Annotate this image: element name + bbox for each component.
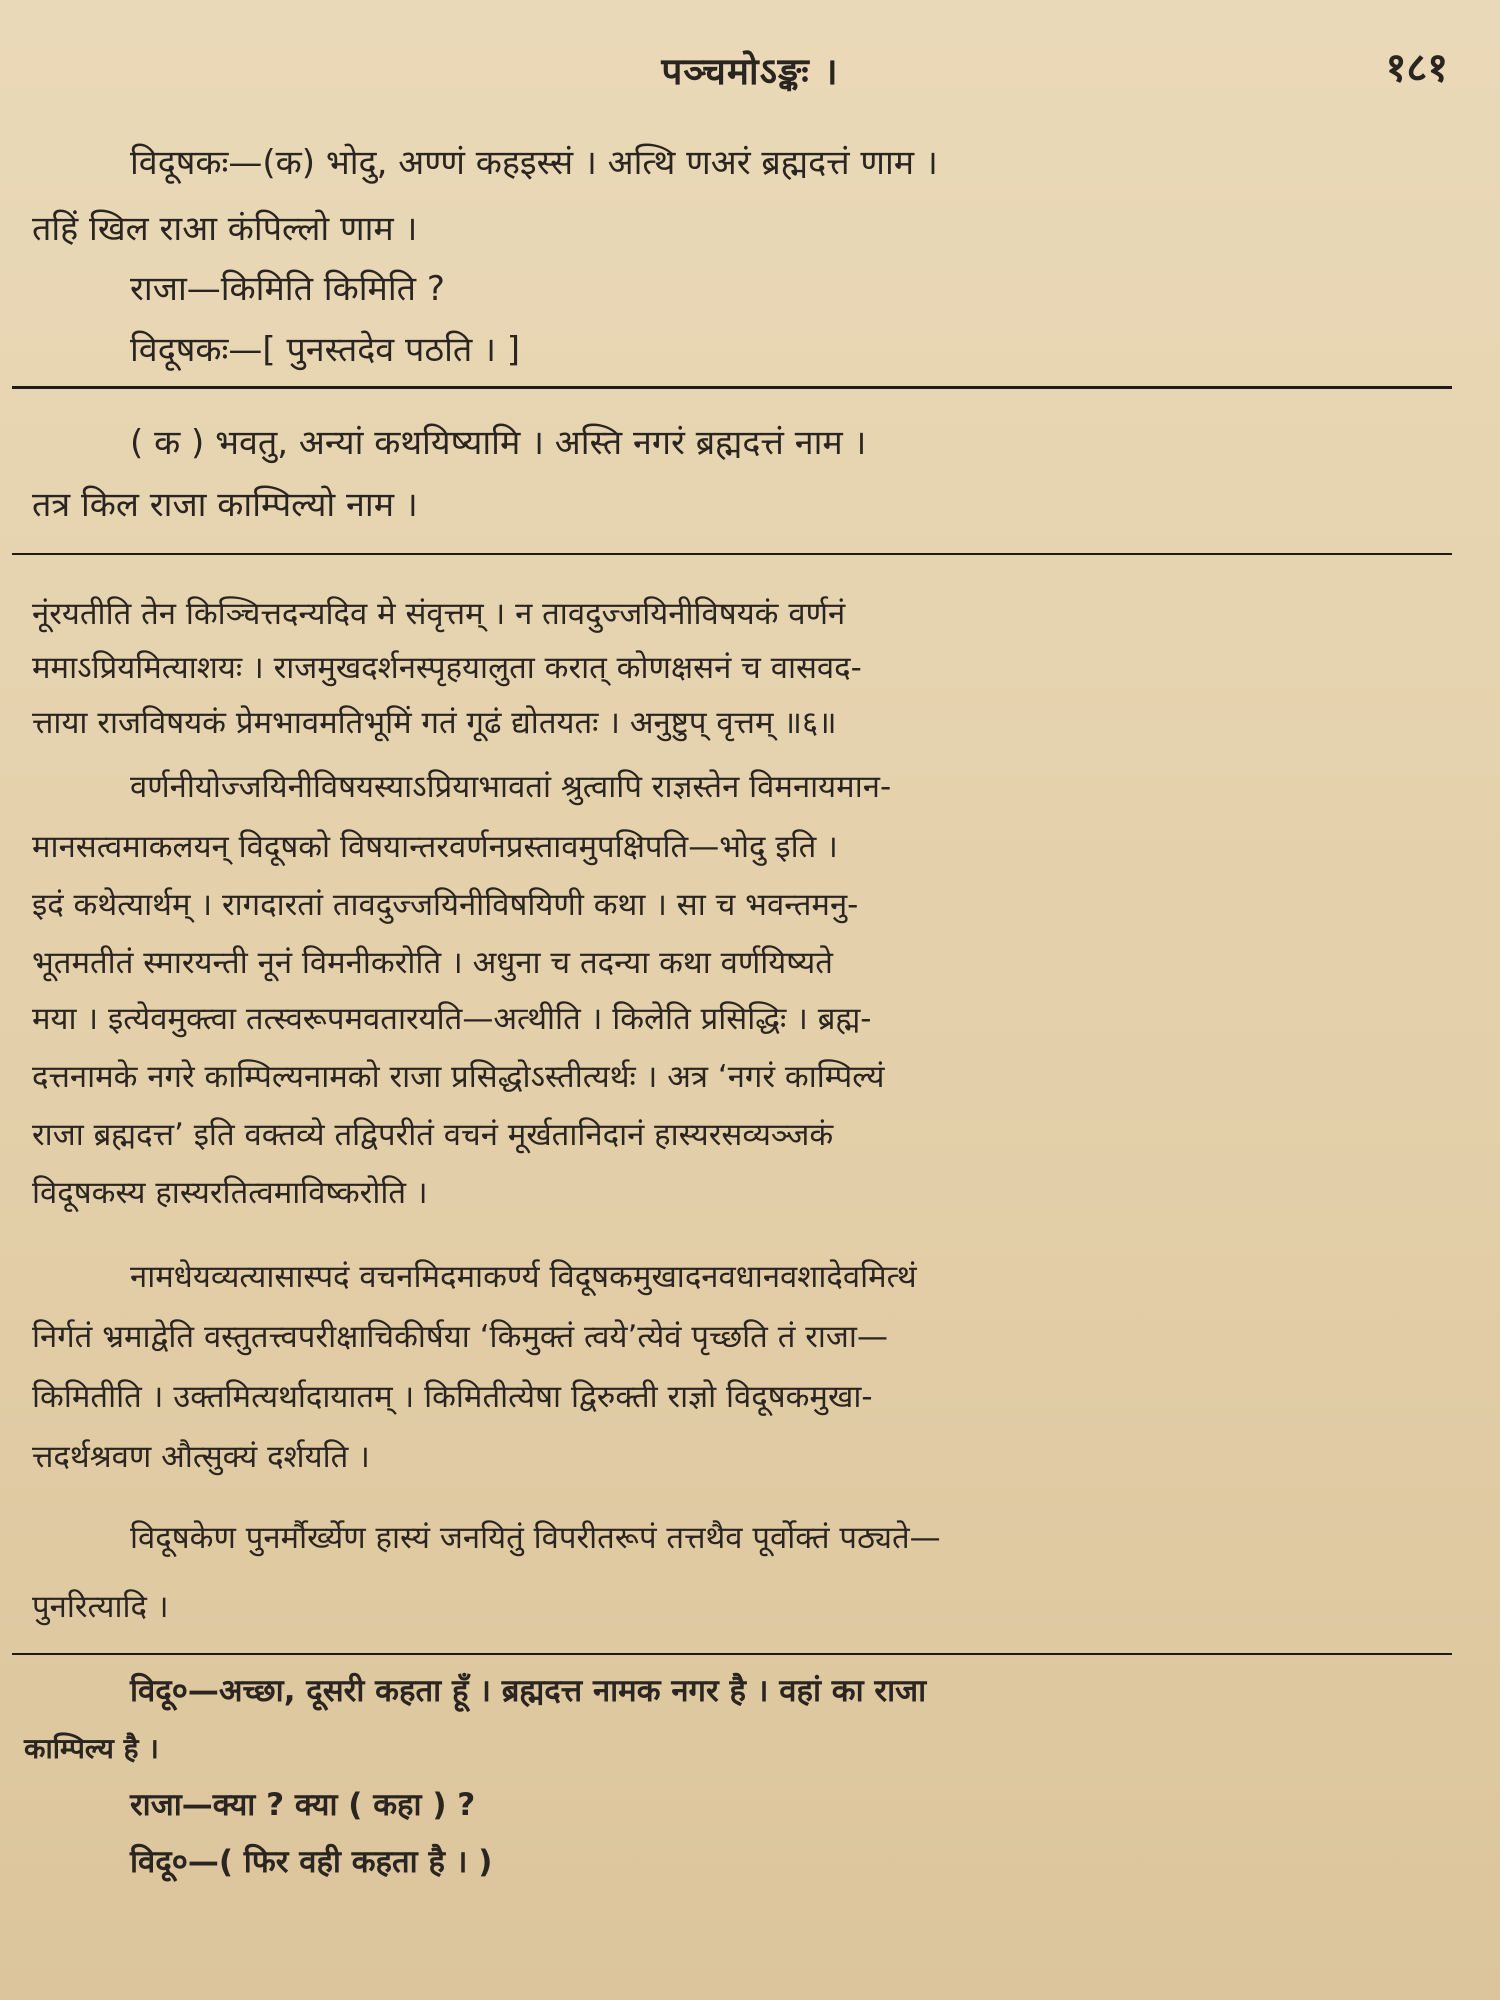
commentary-line: मया । इत्येवमुक्त्वा तत्स्वरूपमवतारयति—अत्थीति । किलेति प्रसिद्धिः । ब्रह्म-	[32, 1001, 872, 1037]
commentary-line: त्तदर्थश्रवण औत्सुक्यं दर्शयति ।	[32, 1439, 370, 1475]
commentary-line: विदूषकेण पुनर्मौर्ख्येण हास्यं जनयितुं विपरीतरूपं तत्तथैव पूर्वोक्तं पठ्यते—	[130, 1520, 941, 1556]
section-divider	[12, 386, 1452, 389]
sanskrit-line: तत्र किल राजा काम्पिल्यो नाम ।	[32, 485, 418, 525]
commentary-line: भूतमतीतं स्मारयन्ती नूनं विमनीकरोति । अधुना च तदन्या कथा वर्णयिष्यते	[32, 945, 833, 981]
commentary-line: नूंरयतीति तेन किञ्चित्तदन्यदिव मे संवृत्तम् । न तावदुज्जयिनीविषयकं वर्णनं	[32, 596, 846, 632]
commentary-line: राजा ब्रह्मदत्त’ इति वक्तव्ये तद्विपरीतं वचनं मूर्खतानिदानं हास्यरसव्यञ्जकं	[32, 1117, 834, 1153]
prakrit-line: विदूषकः—(क) भोदु, अण्णं कहइस्सं । अत्थि णअरं ब्रह्मदत्तं णाम ।	[130, 143, 938, 183]
hindi-line: राजा—क्या ? क्या ( कहा ) ?	[130, 1787, 476, 1823]
hindi-line: विदू०—अच्छा, दूसरी कहता हूँ । ब्रह्मदत्त नामक नगर है । वहां का राजा	[130, 1673, 927, 1709]
hindi-line: काम्पिल्य है ।	[24, 1732, 159, 1765]
commentary-line: पुनरित्यादि ।	[32, 1589, 169, 1625]
commentary-line: विदूषकस्य हास्यरतित्वमाविष्करोति ।	[32, 1175, 428, 1211]
prakrit-line: राजा—किमिति किमिति ?	[130, 269, 445, 309]
commentary-line: किमितीति । उक्तमित्यर्थादायातम् । किमितीत्येषा द्विरुक्ती राज्ञो विदूषकमुखा-	[32, 1379, 873, 1415]
prakrit-line: तहिं खिल राआ कंपिल्लो णाम ।	[32, 209, 418, 249]
act-heading: पञ्चमोऽङ्कः ।	[661, 50, 839, 93]
commentary-line: त्ताया राजविषयकं प्रेमभावमतिभूमिं गतं गूढं द्योतयतः । अनुष्टुप् वृत्तम् ॥६॥	[32, 705, 837, 741]
commentary-line: नामधेयव्यत्यासास्पदं वचनमिदमाकर्ण्य विदूषकमुखादनवधानवशादेवमित्थं	[130, 1259, 917, 1295]
commentary-line: इदं कथेत्यार्थम् । रागदारतां तावदुज्जयिनीविषयिणी कथा । सा च भवन्तमनु-	[32, 887, 859, 923]
section-divider	[12, 553, 1452, 555]
commentary-line: ममाऽप्रियमित्याशयः । राजमुखदर्शनस्पृहयालुता करात् कोणक्षसनं च वासवद-	[32, 650, 862, 686]
sanskrit-line: ( क ) भवतु, अन्यां कथयिष्यामि । अस्ति नगरं ब्रह्मदत्तं नाम ।	[130, 423, 867, 463]
page-number: १८१	[1385, 45, 1448, 91]
hindi-line: विदू०—( फिर वही कहता है । )	[130, 1844, 493, 1880]
prakrit-line: विदूषकः—[ पुनस्तदेव पठति । ]	[130, 330, 521, 370]
commentary-line: मानसत्वमाकलयन् विदूषको विषयान्तरवर्णनप्रस्तावमुपक्षिपति—भोदु इति ।	[32, 829, 838, 865]
commentary-line: दत्तनामके नगरे काम्पिल्यनामको राजा प्रसिद्धोऽस्तीत्यर्थः । अत्र ‘नगरं काम्पिल्यं	[32, 1059, 885, 1095]
commentary-line: वर्णनीयोज्जयिनीविषयस्याऽप्रियाभावतां श्रुत्वापि राज्ञस्तेन विमनायमान-	[130, 769, 892, 805]
commentary-line: निर्गतं भ्रमाद्वेति वस्तुतत्त्वपरीक्षाचिकीर्षया ‘किमुक्तं त्वये’त्येवं पृच्छति तं राजा—	[32, 1319, 888, 1355]
section-divider	[12, 1653, 1452, 1655]
